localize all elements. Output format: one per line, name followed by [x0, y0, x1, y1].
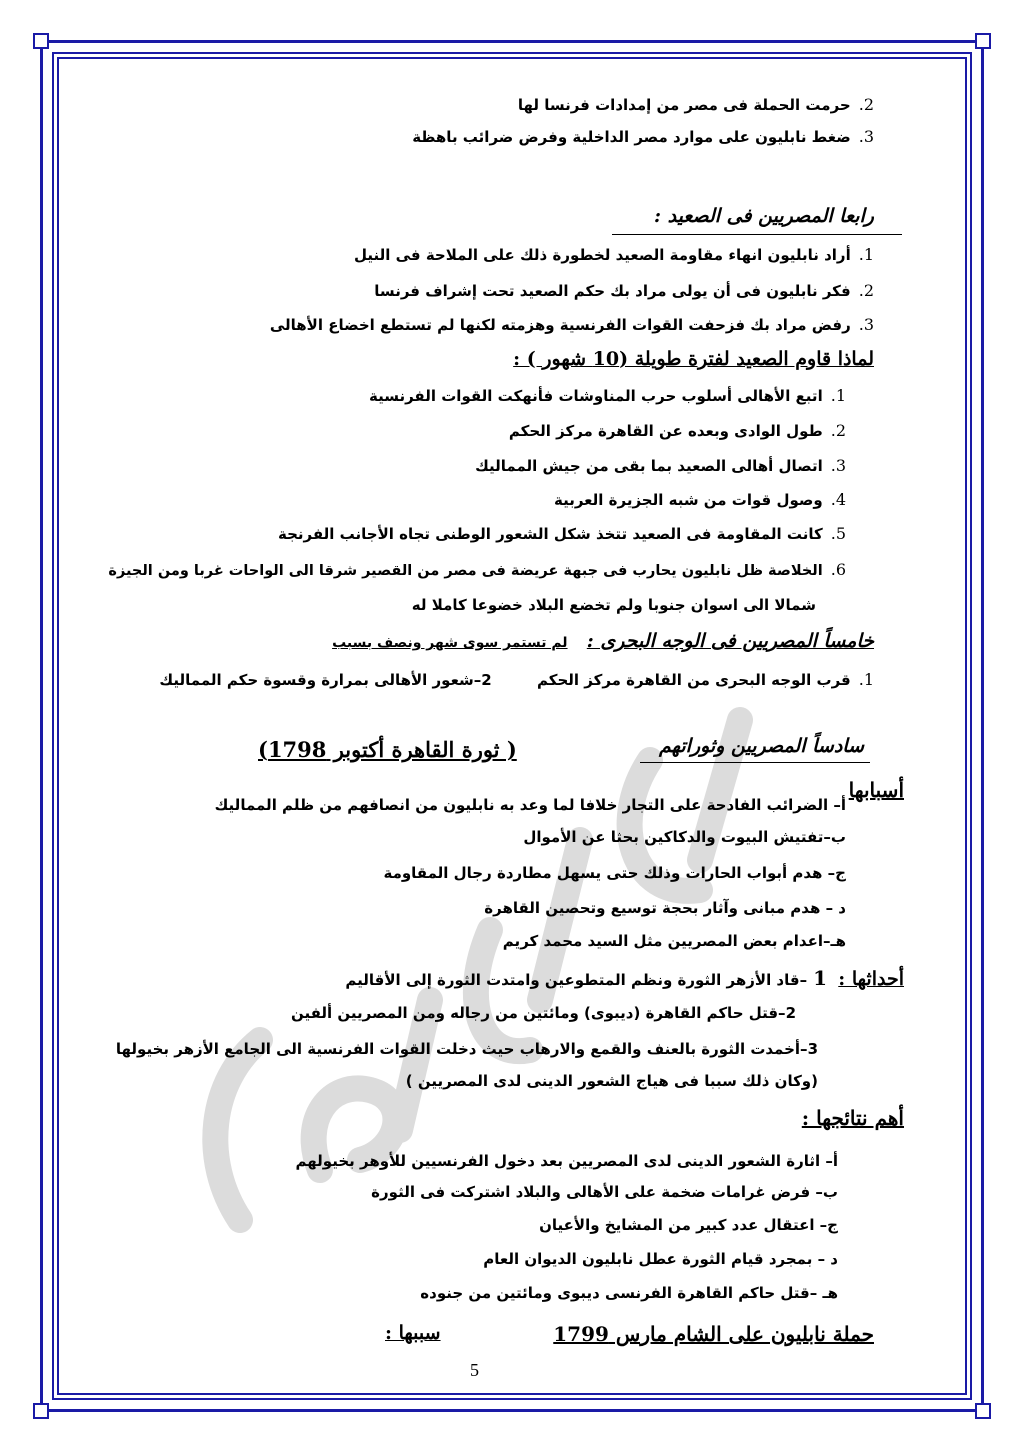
- list-item: 2.حرمت الحملة فى مصر من إمدادات فرنسا لها: [517, 95, 874, 114]
- list-item: ب– فرض غرامات ضخمة على الأهالى والبلاد اشتركت فى الثورة: [371, 1183, 838, 1201]
- list-item: د – بمجرد قيام الثورة عطل نابليون الديوان العام: [483, 1250, 838, 1268]
- subsection-heading: أهم نتائجها :: [801, 1106, 904, 1130]
- campaign-heading: حملة نابليون على الشام مارس 1799: [553, 1322, 874, 1346]
- subsection-heading: أسبابها: [848, 778, 904, 802]
- section-heading-row: [332, 630, 874, 652]
- section-heading: سادساً المصريين وثوراتهم: [658, 735, 864, 757]
- list-item: 2.طول الوادى وبعده عن القاهرة مركز الحكم: [508, 421, 846, 440]
- section-heading: رابعا المصريين فى الصعيد :: [653, 205, 874, 227]
- list-item: 4.وصول قوات من شبه الجزيرة العربية: [554, 490, 846, 509]
- section-heading: خامساً المصريين فى الوجه البحرى :: [586, 630, 874, 652]
- page-number: 5: [470, 1360, 479, 1380]
- section-note: لم تستمر سوى شهر ونصف بسبب: [332, 635, 568, 651]
- heading-rule: [640, 762, 870, 763]
- list-item: 3.رفض مراد بك فزحفت القوات الفرنسية وهزمته لكنها لم تستطع اخضاع الأهالى: [269, 315, 874, 334]
- corner-ornament: [975, 1403, 991, 1419]
- subsection-heading: أحداثها :: [838, 968, 904, 990]
- list-item: ب–تفتيش البيوت والدكاكين بحثا عن الأموال: [523, 828, 846, 846]
- campaign-causes: سببها :: [385, 1322, 441, 1344]
- section-heading: لماذا قاوم الصعيد لفترة طويلة (10 شهور ) :: [513, 348, 874, 370]
- list-item: هـ–اعدام بعض المصريين مثل السيد محمد كريم: [502, 932, 846, 950]
- list-item: 5.كانت المقاومة فى الصعيد تتخذ شكل الشعور الوطنى تجاه الأجانب الفرنجة: [277, 524, 846, 543]
- heading-rule: [612, 234, 902, 235]
- list-item: 2.فكر نابليون فى أن يولى مراد بك حكم الصعيد تحت إشراف فرنسا: [374, 281, 874, 300]
- list-item: 1.أراد نابليون انهاء مقاومة الصعيد لخطورة ذلك على الملاحة فى النيل: [353, 245, 874, 264]
- list-item: د – هدم مبانى وآثار بحجة توسيع وتحصين القاهرة: [484, 899, 846, 917]
- list-item: ج– اعتقال عدد كبير من المشايخ والأعيان: [539, 1216, 838, 1234]
- list-item: 1.قرب الوجه البحرى من القاهرة مركز الحكم 2–شعور الأهالى بمرارة وقسوة حكم المماليك: [159, 670, 874, 689]
- list-item: أ– الضرائب الفادحة على التجار خلافا لما وعد به نابليون من انصافهم من ظلم المماليك: [214, 796, 846, 814]
- corner-ornament: [975, 33, 991, 49]
- list-item: (وكان ذلك سببا فى هياج الشعور الدينى لدى المصريين ): [405, 1072, 818, 1090]
- section-subtitle: ( ثورة القاهرة أكتوبر 1798): [258, 737, 517, 762]
- list-item: ج– هدم أبواب الحارات وذلك حتى يسهل مطاردة رجال المقاومة: [383, 864, 846, 882]
- list-item-continuation: شمالا الى اسوان جنوبا ولم تخضع البلاد خضوعا كاملا له: [411, 596, 816, 614]
- list-item: أ– اثارة الشعور الدينى لدى المصريين بعد دخول الفرنسيين للأوهر بخيولهم: [295, 1152, 838, 1170]
- corner-ornament: [33, 1403, 49, 1419]
- list-item: هـ –قتل حاكم القاهرة الفرنسى ديبوى ومائتين من جنوده: [420, 1284, 838, 1302]
- list-item: 3.ضغط نابليون على موارد مصر الداخلية وفرض ضرائب باهظة: [412, 127, 874, 146]
- events-row: أحداثها : 1–قاد الأزهر الثورة ونظم المتطوعين وامتدت الثورة إلى الأقاليم: [345, 966, 904, 990]
- list-item: 6.الخلاصة ظل نابليون يحارب فى جبهة عريضة فى مصر من القصير شرقا الى الواحات غربا ومن الجيزة: [108, 560, 846, 579]
- list-item: 1.اتبع الأهالى أسلوب حرب المناوشات فأنهكت القوات الفرنسية: [368, 386, 846, 405]
- corner-ornament: [33, 33, 49, 49]
- list-item: 3–أخمدت الثورة بالعنف والقمع والارهاب حيث دخلت القوات الفرنسية الى الجامع الأزهر بخيولها: [115, 1040, 818, 1058]
- list-item: 2–قتل حاكم القاهرة (ديبوى) ومائتين من رجاله ومن المصريين ألفين: [290, 1004, 796, 1022]
- list-item: 3.اتصال أهالى الصعيد بما بقى من جيش المماليك: [475, 456, 846, 475]
